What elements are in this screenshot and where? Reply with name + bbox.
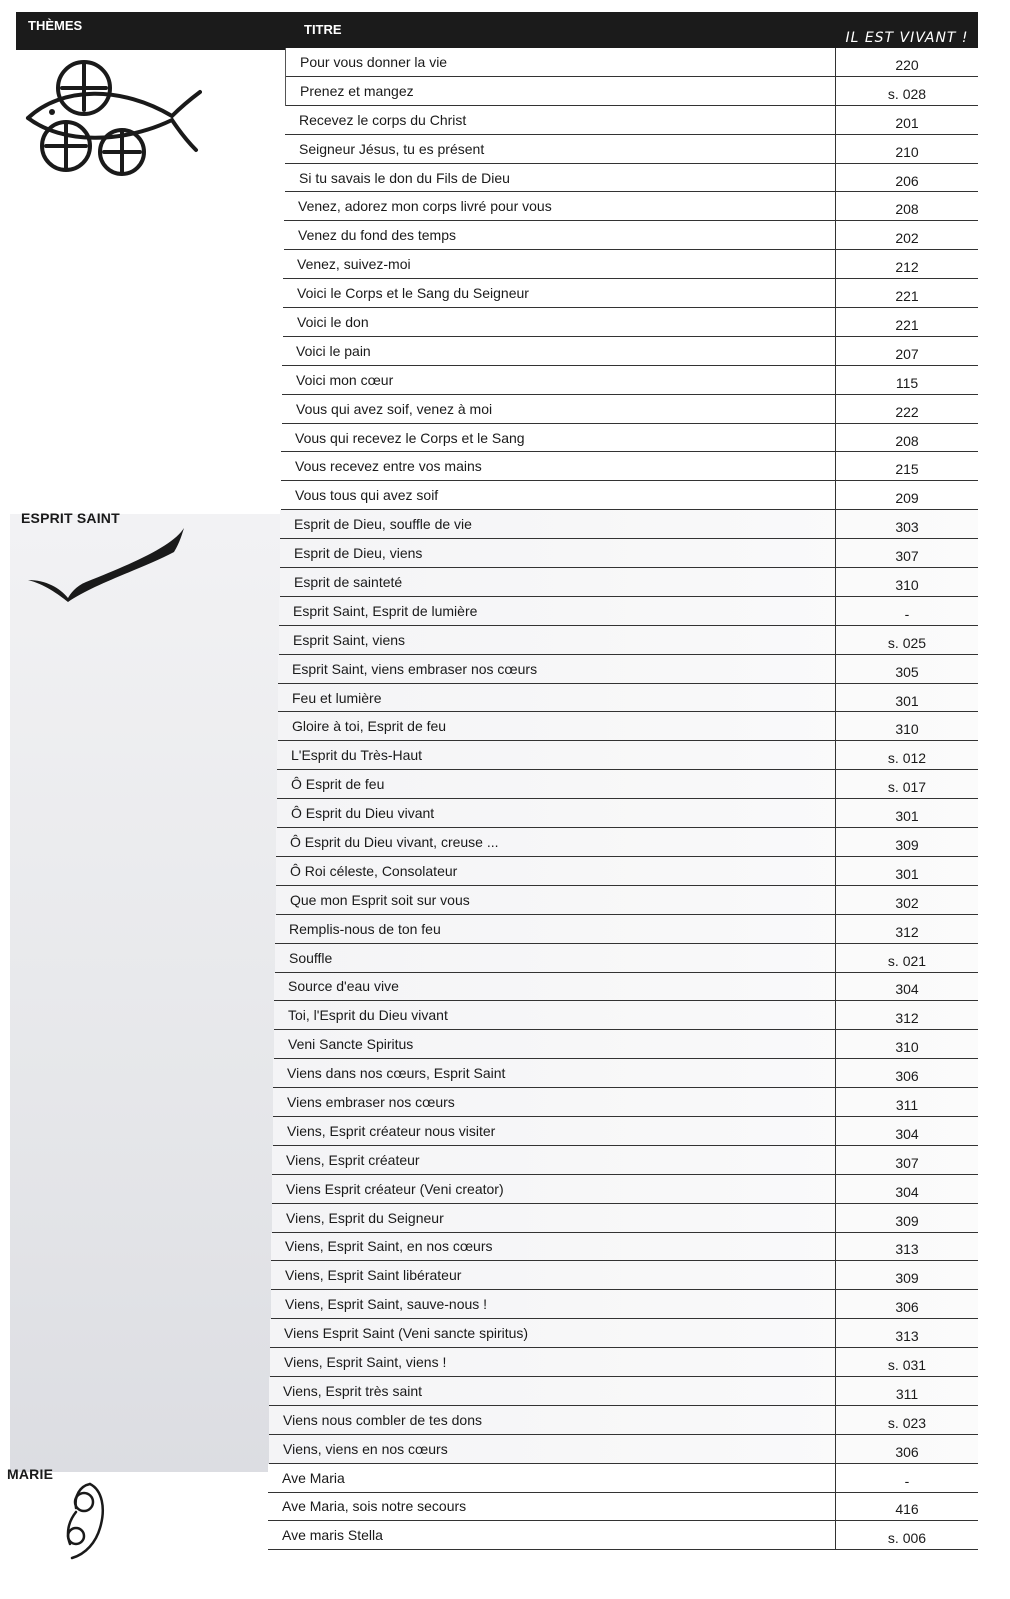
song-number: 222 — [895, 403, 919, 420]
table-row — [280, 510, 978, 539]
song-title: Veni Sancte Spiritus — [274, 1030, 836, 1058]
song-number: s. 017 — [887, 779, 927, 796]
table-row — [278, 684, 978, 713]
song-title: Viens, Esprit Saint, sauve-nous ! — [271, 1290, 836, 1318]
table-row — [268, 1493, 978, 1522]
song-title: L'Esprit du Très-Haut — [277, 741, 836, 769]
song-number: 215 — [895, 461, 919, 478]
table-row — [276, 828, 978, 857]
song-number: 202 — [895, 230, 919, 247]
table-row — [277, 741, 978, 770]
song-number: 220 — [895, 56, 919, 73]
song-number: s. 012 — [887, 750, 927, 767]
table-row — [268, 1464, 978, 1493]
song-number: - — [904, 1472, 910, 1489]
song-number: 307 — [895, 548, 919, 565]
song-title: Vous tous qui avez soif — [281, 481, 836, 509]
song-title: Ô Esprit du Dieu vivant — [277, 799, 836, 827]
song-title: Viens, Esprit créateur nous visiter — [273, 1117, 836, 1145]
table-row — [282, 337, 978, 366]
song-title: Ô Roi céleste, Consolateur — [276, 857, 836, 885]
table-row — [281, 424, 978, 453]
song-title: Viens dans nos cœurs, Esprit Saint — [273, 1059, 836, 1087]
song-number: 303 — [895, 519, 919, 536]
song-number: 201 — [895, 114, 919, 131]
table-row — [281, 452, 978, 481]
song-table — [282, 48, 978, 1550]
table-row — [272, 1146, 978, 1175]
song-title: Esprit de Dieu, viens — [280, 539, 836, 567]
table-row — [274, 1030, 978, 1059]
song-title: Prenez et mangez — [286, 77, 836, 105]
song-number: 306 — [895, 1068, 919, 1085]
song-number: 312 — [895, 923, 919, 940]
song-title: Voici le pain — [282, 337, 836, 365]
song-number: s. 006 — [887, 1530, 927, 1547]
table-row — [274, 1001, 978, 1030]
song-number: 313 — [895, 1241, 919, 1258]
table-row — [285, 106, 978, 135]
song-number: 305 — [895, 663, 919, 680]
table-row — [280, 539, 978, 568]
table-row — [286, 48, 978, 77]
song-number: s. 028 — [887, 85, 927, 102]
table-row — [273, 1117, 978, 1146]
song-title: Viens nous combler de tes dons — [269, 1406, 836, 1434]
song-title: Si tu savais le don du Fils de Dieu — [285, 164, 836, 192]
table-row — [281, 481, 978, 510]
song-number: s. 031 — [887, 1357, 927, 1374]
song-number: 309 — [895, 836, 919, 853]
song-title: Pour vous donner la vie — [286, 48, 836, 76]
song-number: 115 — [895, 374, 919, 391]
song-title: Ave maris Stella — [268, 1521, 836, 1549]
song-number: 208 — [895, 432, 919, 449]
song-title: Vous qui avez soif, venez à moi — [282, 395, 836, 423]
song-title: Esprit Saint, viens embraser nos cœurs — [278, 655, 836, 683]
table-row — [271, 1290, 978, 1319]
table-row — [269, 1377, 978, 1406]
song-number: 206 — [895, 172, 919, 189]
table-row — [274, 973, 978, 1002]
song-title: Ave Maria — [268, 1464, 836, 1492]
theme-band-esprit-saint — [10, 514, 290, 1472]
song-title: Viens, Esprit créateur — [272, 1146, 836, 1174]
table-row — [277, 799, 978, 828]
table-row — [284, 192, 978, 221]
song-title: Toi, l'Esprit du Dieu vivant — [274, 1001, 836, 1029]
table-row — [269, 1435, 978, 1464]
song-title: Viens embraser nos cœurs — [273, 1088, 836, 1116]
table-row — [279, 626, 978, 655]
header-themes: THÈMES — [28, 18, 83, 33]
header-titre: TITRE — [304, 22, 342, 37]
song-number: 221 — [895, 288, 919, 305]
song-title: Vous recevez entre vos mains — [281, 452, 836, 480]
table-row — [272, 1175, 978, 1204]
table-row — [268, 1521, 978, 1550]
song-title: Esprit Saint, Esprit de lumière — [279, 597, 836, 625]
song-number: 309 — [895, 1212, 919, 1229]
song-number: 301 — [895, 865, 919, 882]
table-row — [283, 250, 978, 279]
song-number: 221 — [895, 316, 919, 333]
table-row — [278, 712, 978, 741]
song-title: Recevez le corps du Christ — [285, 106, 836, 134]
song-title: Esprit de sainteté — [280, 568, 836, 596]
song-title: Remplis-nous de ton feu — [275, 915, 836, 943]
theme-band-marie — [10, 1472, 290, 1599]
song-title: Viens, Esprit très saint — [269, 1377, 836, 1405]
song-number: 309 — [895, 1270, 919, 1287]
song-title: Venez, suivez-moi — [283, 250, 836, 278]
table-row — [276, 886, 978, 915]
table-row — [270, 1319, 978, 1348]
table-row — [275, 944, 978, 973]
song-title: Esprit Saint, viens — [279, 626, 836, 654]
table-row — [276, 857, 978, 886]
song-number: 209 — [895, 490, 919, 507]
song-number: 310 — [895, 1039, 919, 1056]
song-title: Seigneur Jésus, tu es présent — [285, 135, 836, 163]
table-row — [286, 77, 978, 106]
fish-bread-icon — [22, 58, 202, 182]
song-title: Gloire à toi, Esprit de feu — [278, 712, 836, 740]
song-title: Ô Esprit du Dieu vivant, creuse ... — [276, 828, 836, 856]
song-title: Souffle — [275, 944, 836, 972]
table-row — [284, 221, 978, 250]
table-row — [283, 279, 978, 308]
song-number: 310 — [895, 576, 919, 593]
song-number: 311 — [895, 1097, 919, 1113]
song-title: Ave Maria, sois notre secours — [268, 1493, 836, 1521]
table-row — [270, 1348, 978, 1377]
song-number: s. 021 — [887, 952, 927, 969]
song-title: Venez du fond des temps — [284, 221, 836, 249]
table-row — [273, 1059, 978, 1088]
song-number: 306 — [895, 1299, 919, 1316]
table-row — [271, 1233, 978, 1262]
song-number: 313 — [895, 1328, 919, 1345]
table-row — [271, 1261, 978, 1290]
song-number: 306 — [895, 1443, 919, 1460]
table-row — [278, 655, 978, 684]
song-number: 301 — [895, 808, 919, 825]
table-row — [283, 308, 978, 337]
song-title: Source d'eau vive — [274, 973, 836, 1001]
song-number: 304 — [895, 1125, 919, 1142]
song-title: Ô Esprit de feu — [277, 770, 836, 798]
table-row — [279, 597, 978, 626]
song-title: Feu et lumière — [278, 684, 836, 712]
song-number: 301 — [895, 692, 919, 709]
song-number: 311 — [895, 1385, 919, 1402]
song-title: Voici le don — [283, 308, 836, 336]
song-number: 304 — [895, 981, 919, 998]
song-title: Viens, Esprit Saint, en nos cœurs — [271, 1233, 836, 1261]
table-row — [273, 1088, 978, 1117]
song-number: 210 — [895, 143, 919, 160]
table-row — [285, 135, 978, 164]
table-row — [275, 915, 978, 944]
song-title: Que mon Esprit soit sur vous — [276, 886, 836, 914]
song-number: 212 — [895, 259, 919, 276]
table-row — [280, 568, 978, 597]
table-row — [277, 770, 978, 799]
theme-label-marie: MARIE — [7, 1466, 54, 1482]
song-title: Voici mon cœur — [282, 366, 836, 394]
song-title: Viens, Esprit Saint libérateur — [271, 1261, 836, 1289]
song-title: Viens Esprit Saint (Veni sancte spiritus) — [270, 1319, 836, 1347]
dove-stroke-icon — [24, 524, 188, 608]
song-number: 416 — [895, 1501, 919, 1518]
song-number: 302 — [895, 894, 919, 911]
theme-label-esprit-saint: ESPRIT SAINT — [21, 510, 120, 526]
header-book: IL EST VIVANT ! — [845, 30, 969, 46]
table-row — [285, 164, 978, 193]
song-number: s. 023 — [887, 1414, 927, 1431]
song-title: Vous qui recevez le Corps et le Sang — [281, 424, 836, 452]
song-number: 208 — [895, 201, 919, 218]
table-row — [282, 366, 978, 395]
song-number: 310 — [895, 721, 919, 738]
song-title: Viens Esprit créateur (Veni creator) — [272, 1175, 836, 1203]
song-title: Viens, viens en nos cœurs — [269, 1435, 836, 1463]
table-row — [272, 1204, 978, 1233]
song-title: Venez, adorez mon corps livré pour vous — [284, 192, 836, 220]
table-row — [282, 395, 978, 424]
table-header — [16, 12, 978, 50]
song-title: Viens, Esprit du Seigneur — [272, 1204, 836, 1232]
song-number: s. 025 — [887, 634, 927, 651]
song-number: 312 — [895, 1010, 919, 1027]
song-number: - — [904, 605, 910, 622]
song-title: Viens, Esprit Saint, viens ! — [270, 1348, 836, 1376]
song-number: 207 — [895, 345, 919, 362]
song-number: 307 — [895, 1154, 919, 1171]
table-row — [269, 1406, 978, 1435]
song-title: Voici le Corps et le Sang du Seigneur — [283, 279, 836, 307]
song-title: Esprit de Dieu, souffle de vie — [280, 510, 836, 538]
song-number: 304 — [895, 1183, 919, 1200]
mother-child-icon — [56, 1478, 110, 1562]
